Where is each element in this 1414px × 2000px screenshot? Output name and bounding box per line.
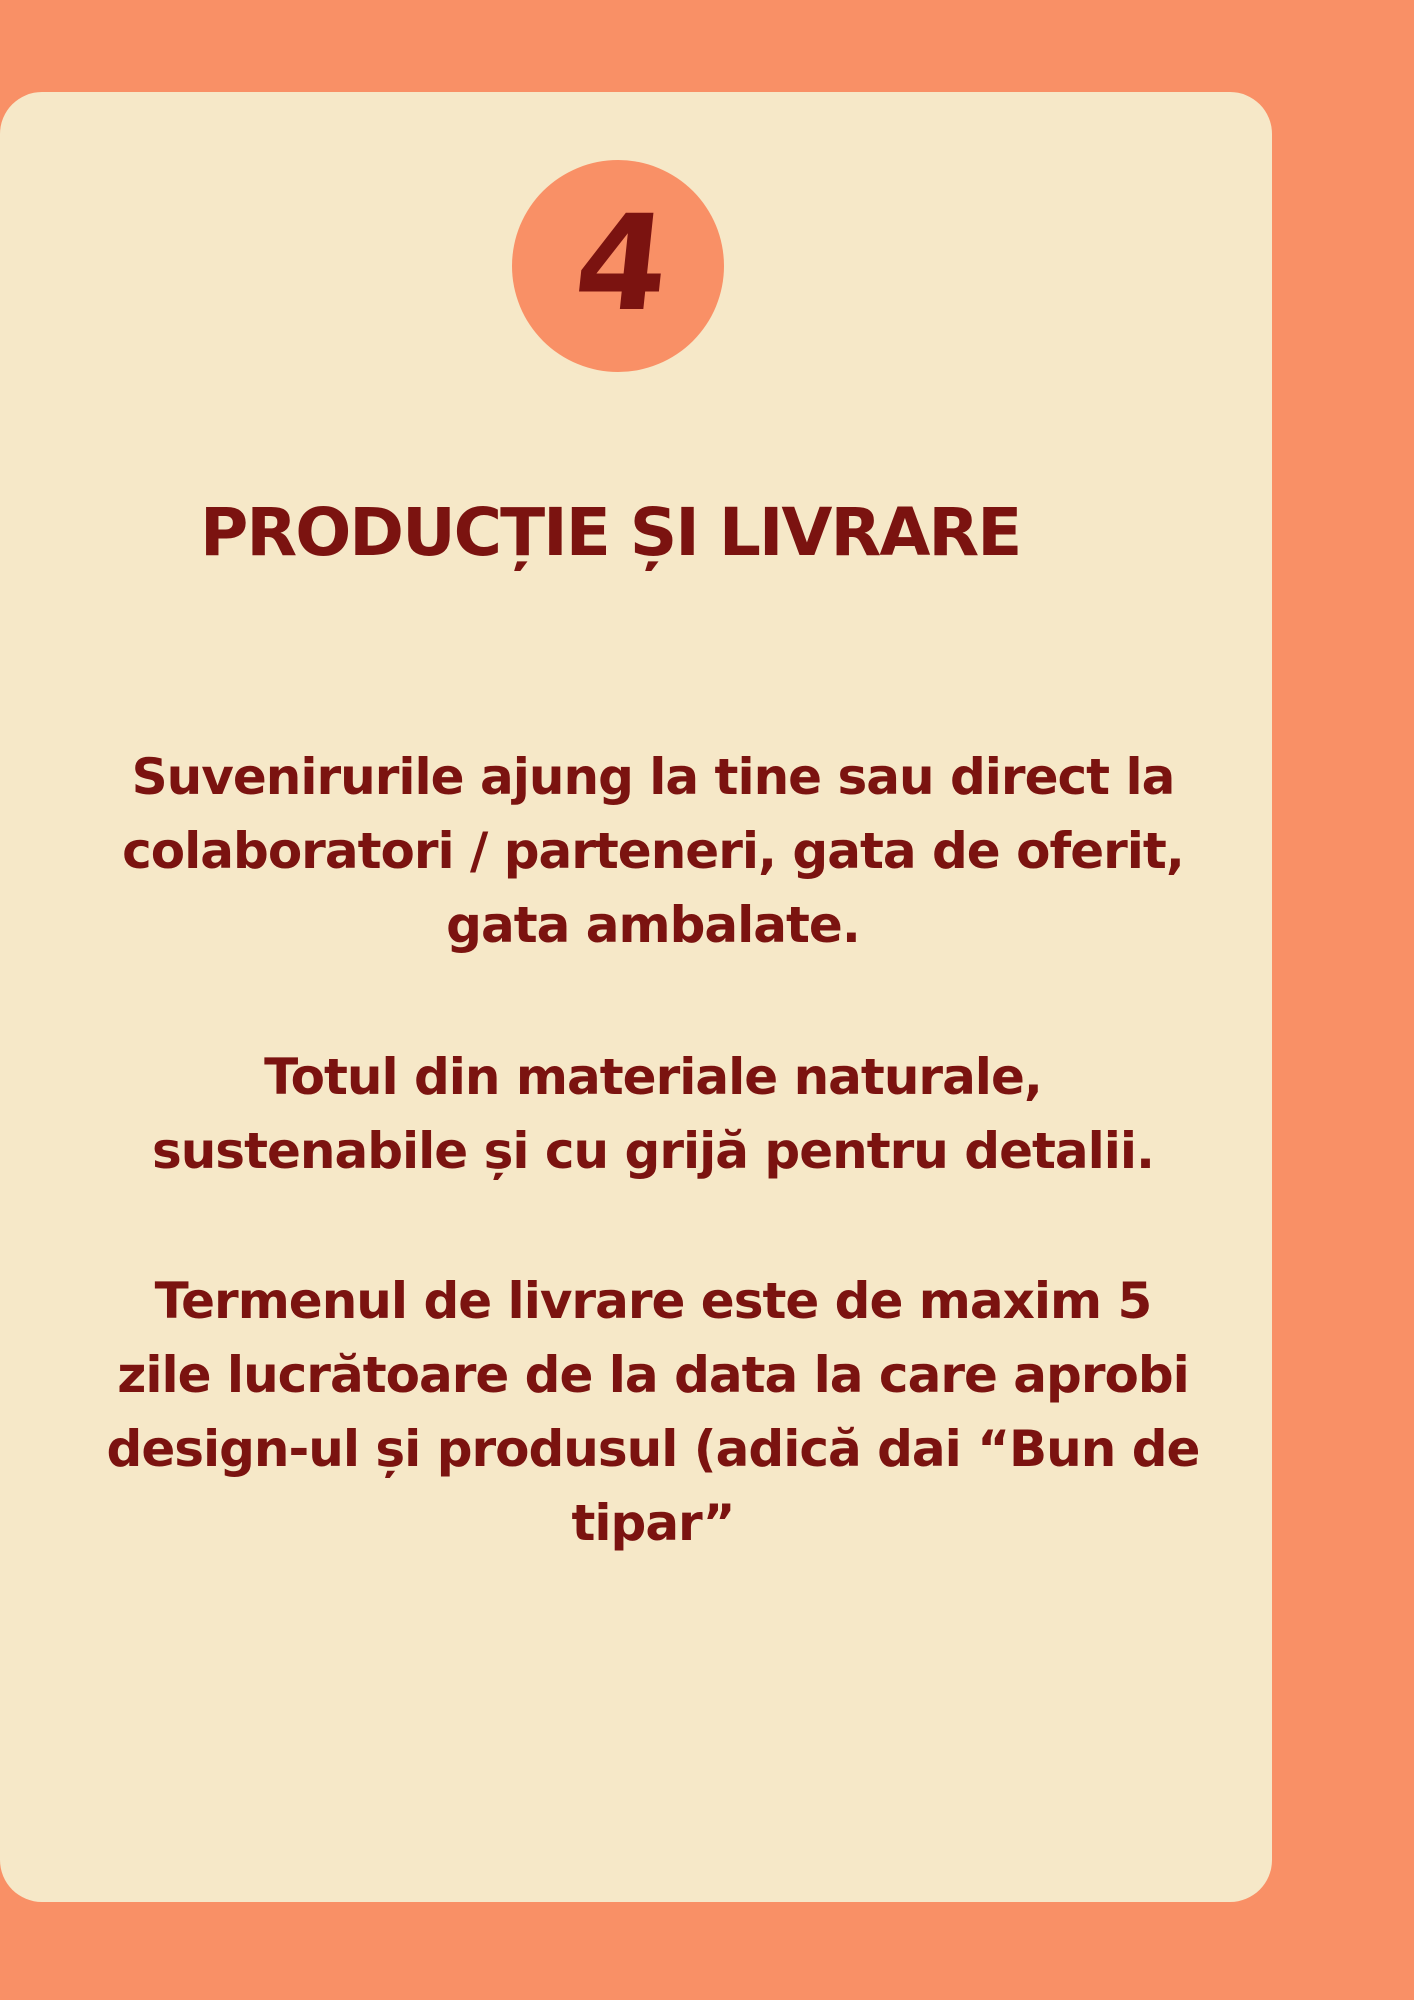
- paragraph-line: zile lucrătoare de la data la care aprobi: [117, 1346, 1189, 1404]
- delivery-term-paragraph: [60, 1264, 1246, 1560]
- step-number: 4: [567, 187, 677, 341]
- materials-paragraph: [60, 1040, 1246, 1188]
- step-badge: [512, 160, 724, 372]
- paragraph-line: Suvenirurile ajung la tine sau direct la: [131, 748, 1175, 806]
- paragraph-line: design-ul și produsul (adică dai “Bun de: [106, 1420, 1200, 1478]
- paragraph-line: colaboratori / parteneri, gata de oferit,: [122, 822, 1184, 880]
- paragraph-line: Termenul de livrare este de maxim 5: [154, 1272, 1152, 1330]
- paragraph-line: gata ambalate.: [446, 896, 860, 954]
- delivery-paragraph: [60, 740, 1246, 962]
- section-title: PRODUCȚIE ȘI LIVRARE: [200, 494, 1021, 571]
- paragraph-line: sustenabile și cu grijă pentru detalii.: [151, 1122, 1155, 1180]
- paragraph-line: Totul din materiale naturale,: [264, 1048, 1042, 1106]
- paragraph-line: tipar”: [571, 1494, 735, 1552]
